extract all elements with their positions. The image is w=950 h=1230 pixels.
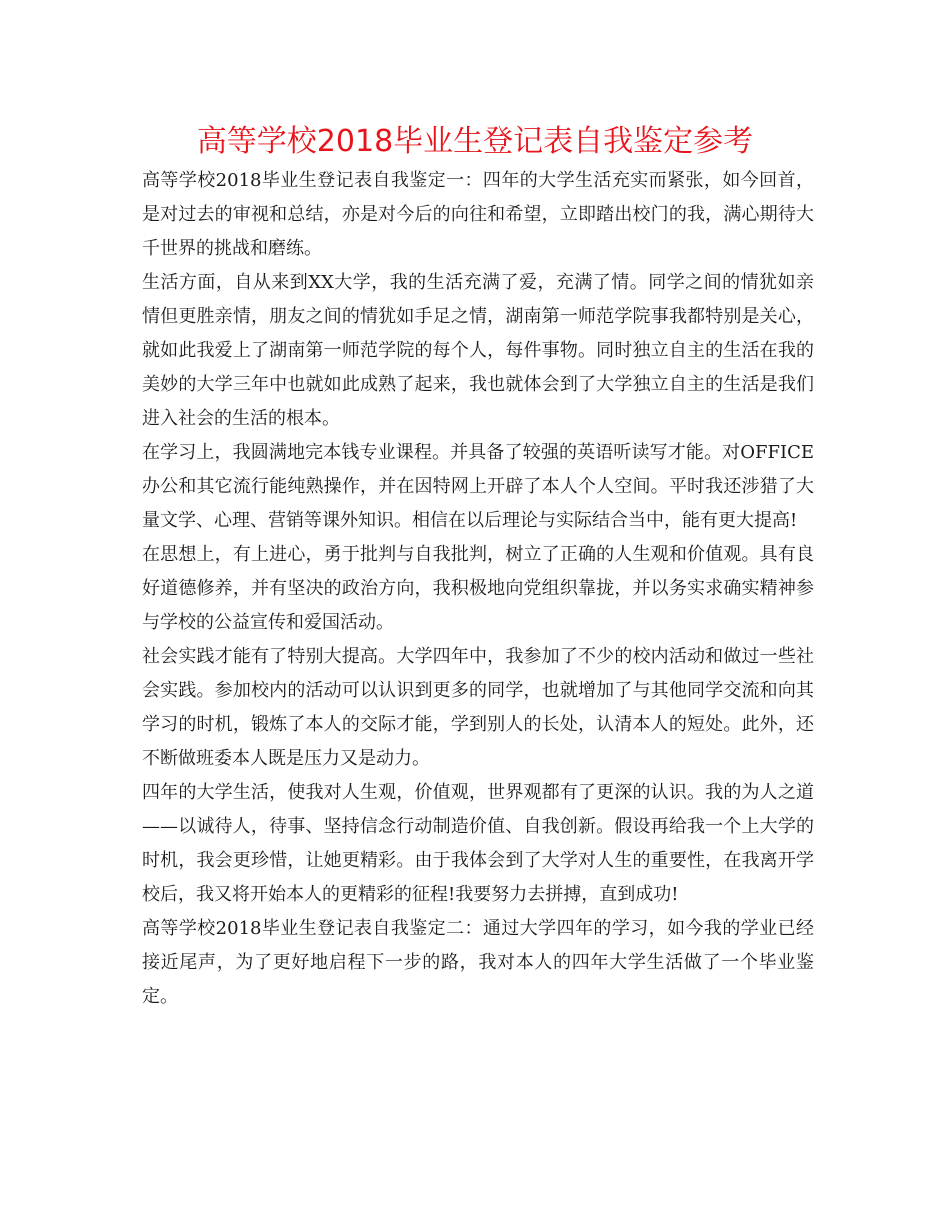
- document-title: 高等学校2018毕业生登记表自我鉴定参考: [196, 124, 754, 159]
- paragraph: 在学习上，我圆满地完本钱专业课程。并具备了较强的英语听读写才能。对OFFICE办公和其它流行能纯熟操作，并在因特网上开辟了本人个人空间。平时我还涉猎了大量文学、心理、营销等课外知识。相信在以后理论与实际结合当中，能有更大提高!: [142, 442, 814, 531]
- paragraph: 在思想上，有上进心，勇于批判与自我批判，树立了正确的人生观和价值观。具有良好道德修养，并有坚决的政治方向，我积极地向党组织靠拢，并以务实求确实精神参与学校的公益宣传和爱国活动。: [142, 544, 814, 633]
- paragraph: 社会实践才能有了特别大提高。大学四年中，我参加了不少的校内活动和做过一些社会实践。参加校内的活动可以认识到更多的同学，也就增加了与其他同学交流和向其学习的时机，锻炼了本人的交际才能，学到别人的长处，认清本人的短处。此外，还不断做班委本人既是压力又是动力。: [142, 646, 814, 769]
- paragraph: 四年的大学生活，使我对人生观，价值观，世界观都有了更深的认识。我的为人之道——以诚待人，待事、坚持信念行动制造价值、自我创新。假设再给我一个上大学的时机，我会更珍惜，让她更精彩。由于我体会到了大学对人生的重要性，在我离开学校后，我又将开始本人的更精彩的征程!我要努力去拼搏，直到成功!: [142, 782, 814, 905]
- paragraph: 生活方面，自从来到XX大学，我的生活充满了爱，充满了情。同学之间的情犹如亲情但更胜亲情，朋友之间的情犹如手足之情，湖南第一师范学院事我都特别是关心，就如此我爱上了湖南第一师范学院的每个人，每件事物。同时独立自主的生活在我的美妙的大学三年中也就如此成熟了起来，我也就体会到了大学独立自主的生活是我们进入社会的生活的根本。: [142, 272, 814, 429]
- paragraph: 高等学校2018毕业生登记表自我鉴定二：通过大学四年的学习，如今我的学业已经接近尾声，为了更好地启程下一步的路，我对本人的四年大学生活做了一个毕业鉴定。: [142, 918, 814, 1007]
- paragraph: 高等学校2018毕业生登记表自我鉴定一：四年的大学生活充实而紧张，如今回首，是对过去的审视和总结，亦是对今后的向往和希望，立即踏出校门的我，满心期待大千世界的挑战和磨练。: [142, 170, 814, 259]
- document-body: [142, 164, 814, 1014]
